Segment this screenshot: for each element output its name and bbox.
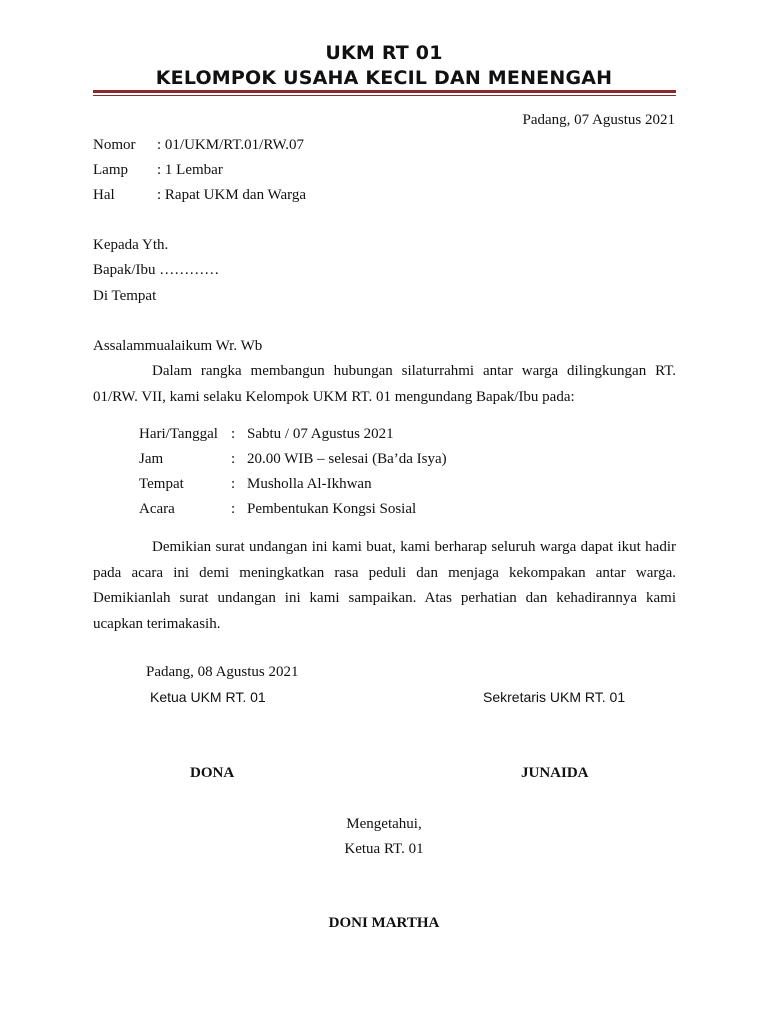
acknowledge-label: Mengetahui, — [346, 816, 422, 832]
closing-text: Demikian surat undangan ini kami buat, kami berharap seluruh warga dapat ikut hadir pada acara ini demi meningkatkan rasa peduli dan menjaga kekompakan antar warga. Demikianlah surat undangan ini kami sampaikan. Atas perhatian dan kehadirannya kami ucapkan terimakasih. — [93, 539, 676, 632]
meta-value-lamp: : 1 Lembar — [157, 162, 223, 178]
meta-value-hal: : Rapat UKM dan Warga — [157, 187, 307, 203]
signature-right-title: Sekretaris UKM RT. 01 — [483, 689, 626, 705]
detail-colon-hari: : — [231, 426, 236, 442]
meta-label-lamp: Lamp — [93, 162, 128, 178]
detail-value-tempat: Musholla Al-Ikhwan — [247, 476, 372, 492]
greeting: Assalammualaikum Wr. Wb — [93, 338, 263, 354]
detail-label-tempat: Tempat — [139, 476, 184, 492]
intro-paragraph — [93, 359, 676, 410]
signature-right-name: JUNAIDA — [521, 765, 589, 781]
intro-text: Dalam rangka membangun hubungan silaturrahmi antar warga dilingkungan RT. 01/RW. VII, kami selaku Kelompok UKM RT. 01 mengundang Bapak/Ibu pada: — [93, 363, 676, 405]
detail-value-acara: Pembentukan Kongsi Sosial — [247, 501, 417, 517]
meta-label-hal: Hal — [93, 187, 115, 203]
detail-value-hari: Sabtu / 07 Agustus 2021 — [247, 426, 394, 442]
signature-left-name: DONA — [190, 765, 235, 781]
recipient-line-2: Bapak/Ibu ………… — [93, 262, 220, 278]
recipient-line-3: Di Tempat — [93, 288, 157, 304]
signature-center-title: Ketua RT. 01 — [344, 841, 424, 857]
letterhead-subtitle: KELOMPOK USAHA KECIL DAN MENENGAH — [155, 67, 613, 89]
detail-value-jam: 20.00 WIB – selesai (Ba’da Isya) — [247, 451, 447, 467]
recipient-line-1: Kepada Yth. — [93, 237, 169, 253]
detail-label-hari: Hari/Tanggal — [139, 426, 218, 442]
letter-place-date: Padang, 07 Agustus 2021 — [522, 112, 675, 128]
detail-label-jam: Jam — [139, 451, 164, 467]
detail-colon-jam: : — [231, 451, 236, 467]
letterhead-rule-thick — [93, 90, 676, 93]
closing-paragraph — [93, 535, 676, 637]
signature-place-date: Padang, 08 Agustus 2021 — [146, 664, 299, 680]
detail-label-acara: Acara — [139, 501, 175, 517]
signature-center-name: DONI MARTHA — [328, 915, 440, 931]
signature-left-title: Ketua UKM RT. 01 — [150, 689, 266, 705]
detail-colon-acara: : — [231, 501, 236, 517]
letterhead-title: UKM RT 01 — [325, 42, 443, 64]
letterhead-rule-thin — [93, 95, 676, 96]
detail-colon-tempat: : — [231, 476, 236, 492]
meta-label-nomor: Nomor — [93, 137, 136, 153]
meta-value-nomor: : 01/UKM/RT.01/RW.07 — [157, 137, 305, 153]
